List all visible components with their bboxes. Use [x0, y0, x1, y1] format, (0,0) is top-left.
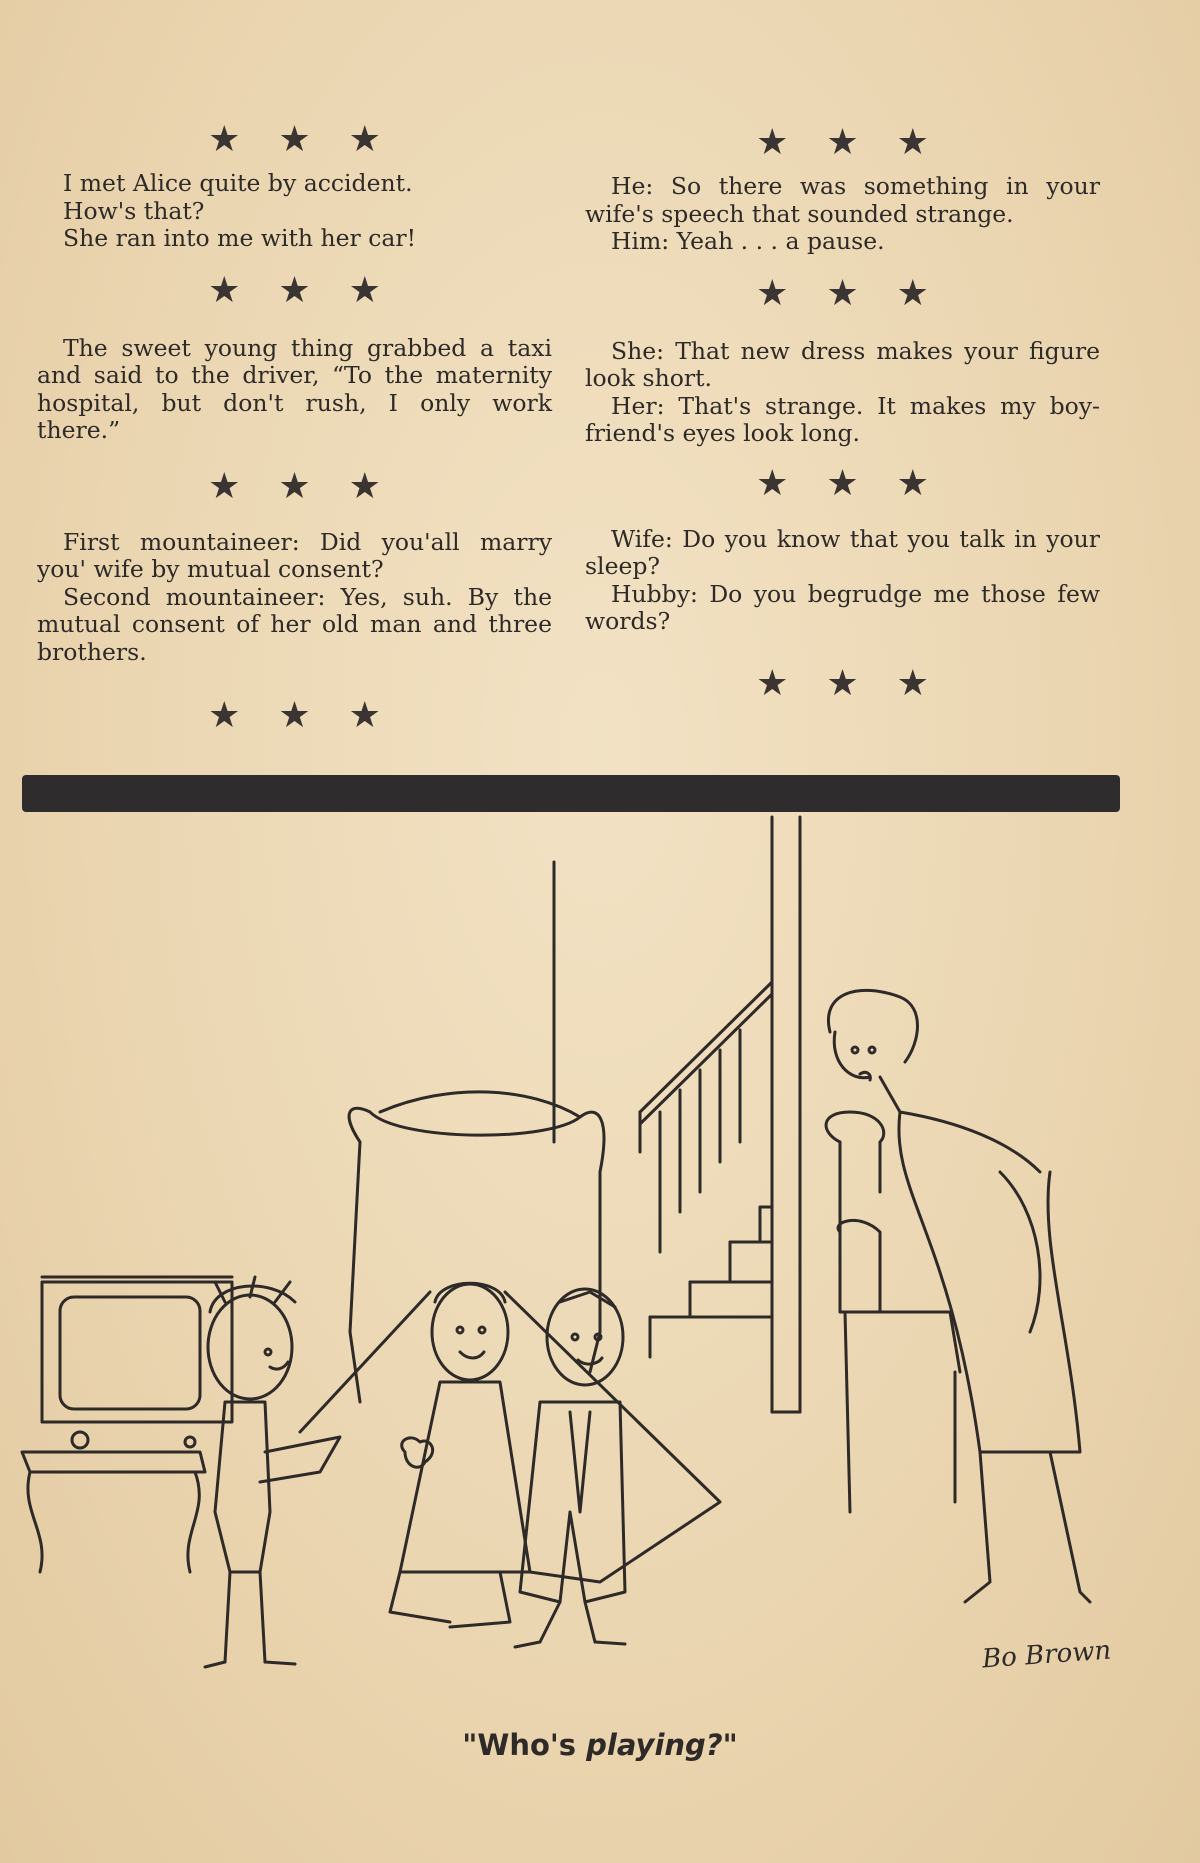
- caption-emphasis: playing?: [586, 1728, 723, 1762]
- groom: [515, 1289, 625, 1647]
- star-divider: ★★★: [756, 462, 967, 504]
- cartoon-illustration: [0, 812, 1200, 1712]
- joke-pause: [585, 173, 1100, 256]
- cartoon-caption: [0, 1728, 1200, 1762]
- star-divider: ★★★: [756, 272, 967, 314]
- joke-line: Her: That's strange. It makes my boy-friend's eyes look long.: [585, 391, 1100, 447]
- joke-line: She: That new dress makes your figure look short.: [585, 336, 1100, 392]
- joke-line: Wife: Do you know that you talk in your sleep?: [585, 524, 1100, 580]
- wingback-chair: [349, 1092, 604, 1402]
- joke-alice: [37, 170, 552, 253]
- staircase: [640, 982, 772, 1357]
- joke-sleep: [585, 526, 1100, 636]
- joke-line: She ran into me with her car!: [63, 224, 417, 252]
- caption-end: ": [722, 1728, 738, 1762]
- left-joke-column: [37, 120, 552, 736]
- star-divider: ★★★: [208, 695, 419, 736]
- joke-dress: [585, 338, 1100, 448]
- right-joke-column: [585, 120, 1100, 704]
- bride: [300, 1283, 720, 1627]
- television: [22, 1277, 232, 1572]
- joke-line: How's that?: [63, 196, 205, 225]
- joke-line: He: So there was something in your wife's speech that sounded strange.: [585, 172, 1100, 228]
- joke-taxi: [37, 335, 552, 445]
- joke-line: I met Alice quite by accident.: [63, 169, 413, 197]
- caption-start: "Who's: [462, 1728, 587, 1762]
- joke-line: First mountaineer: Did you'all marry you' wife by mutual consent?: [37, 527, 552, 583]
- artist-signature: Bo Brown: [981, 1635, 1113, 1675]
- star-divider: ★★★: [208, 119, 419, 160]
- star-divider: ★★★: [756, 662, 967, 704]
- joke-mountaineer: [37, 529, 552, 667]
- armchair: [826, 1112, 960, 1512]
- joke-line: The sweet young thing grabbed a taxi and said to the driver, “To the maternity hospital, but don't rush, I only work there.”: [37, 333, 552, 444]
- joke-line: Hubby: Do you begrudge me those few words?: [585, 579, 1100, 635]
- joke-line: Him: Yeah . . . a pause.: [611, 227, 885, 255]
- star-divider: ★★★: [756, 122, 967, 163]
- star-divider: ★★★: [208, 269, 419, 311]
- boy-with-book: [205, 1277, 340, 1667]
- star-divider: ★★★: [208, 465, 419, 507]
- joke-line: Second mountaineer: Yes, suh. By the mutual consent of her old man and three brothers.: [37, 582, 552, 666]
- doorway: [554, 817, 800, 1412]
- divider-bar: [22, 775, 1120, 812]
- mother: [828, 990, 1090, 1602]
